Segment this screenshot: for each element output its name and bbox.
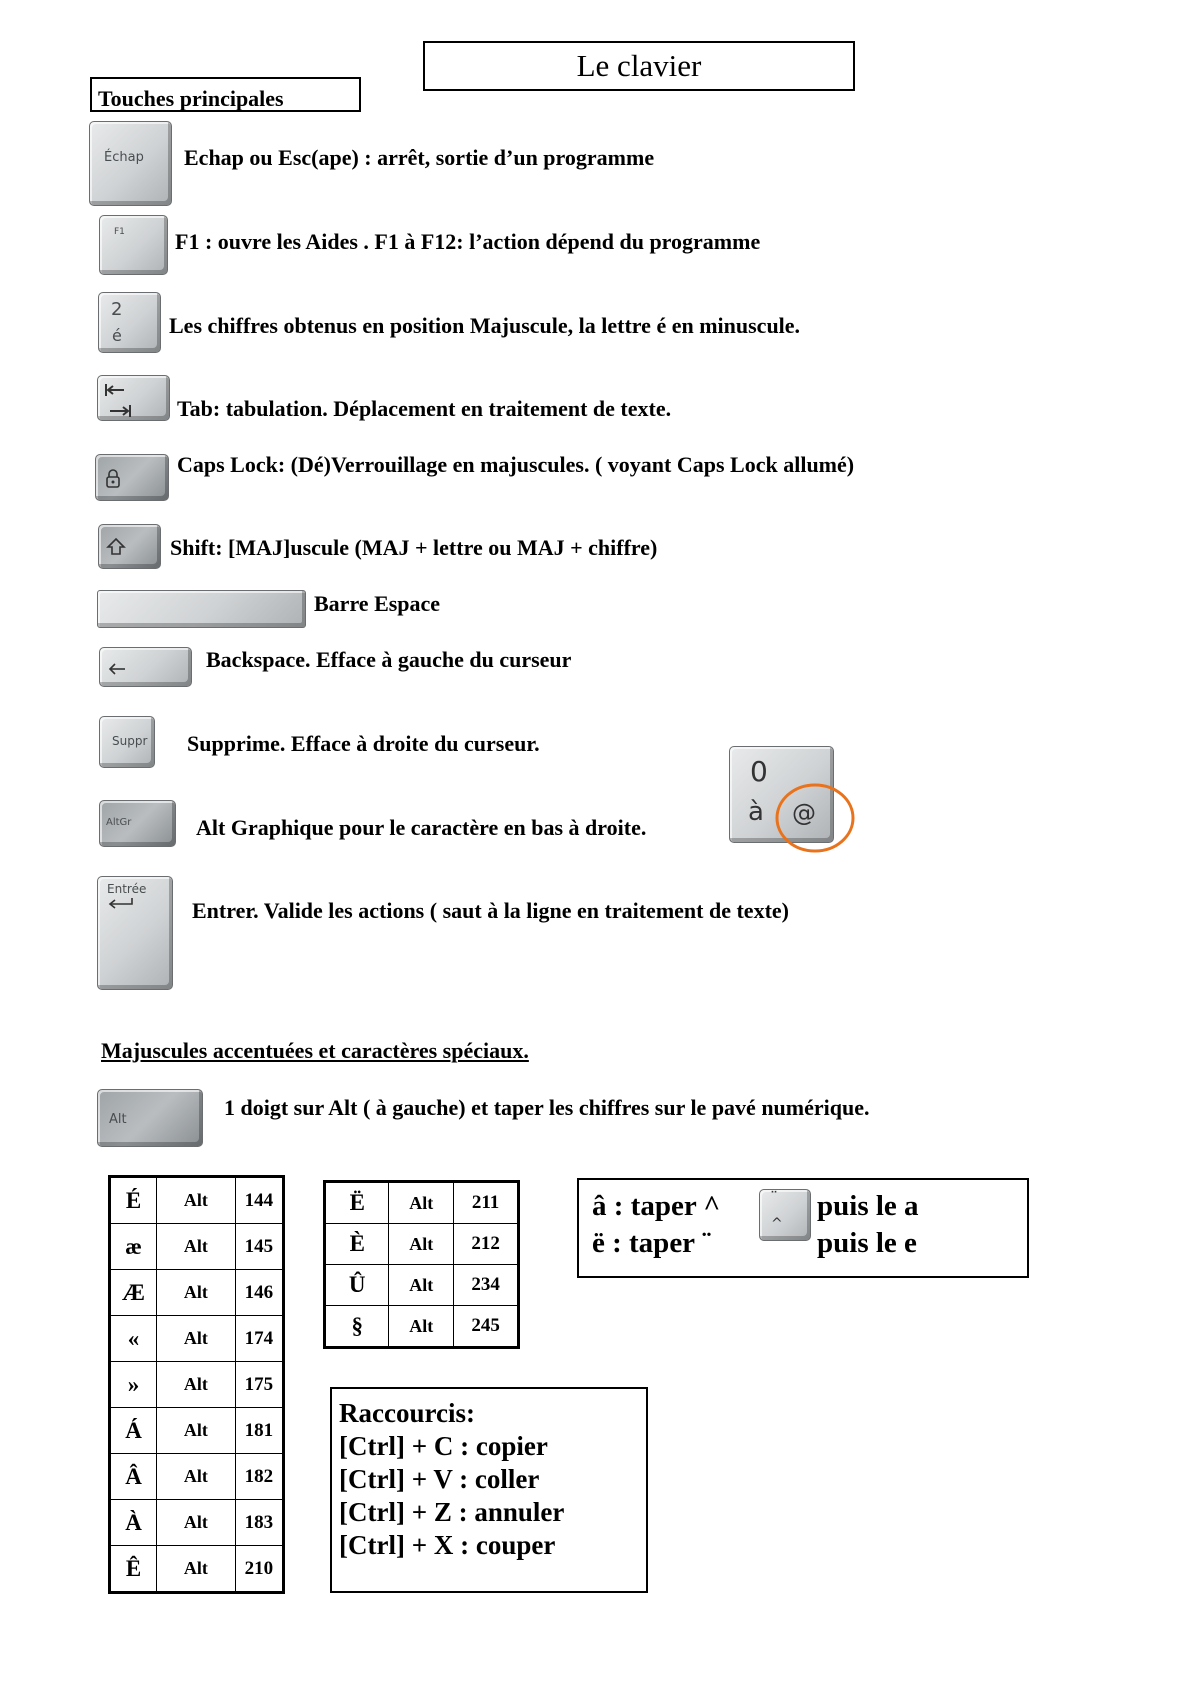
code-cell: 210: [235, 1546, 283, 1593]
char-cell: È: [325, 1224, 389, 1265]
alt-cell: Alt: [157, 1454, 236, 1500]
char-cell: Æ: [110, 1270, 157, 1316]
shift-key-description: Shift: [MAJ]uscule (MAJ + lettre ou MAJ + chiffre): [170, 535, 658, 560]
digit-2-key-bottom-label: é: [112, 326, 122, 345]
at-key-right-label: @: [792, 799, 816, 827]
f1-key-description: F1 : ouvre les Aides . F1 à F12: l’action dépend du programme: [175, 229, 761, 254]
char-cell: Ë: [325, 1182, 389, 1224]
lock-icon: [104, 467, 124, 491]
shortcut-cut: [Ctrl] + X : couper: [339, 1530, 556, 1560]
code-cell: 182: [235, 1454, 283, 1500]
enter-arrow-icon: [106, 897, 136, 911]
shortcut-copy: [Ctrl] + C : copier: [339, 1431, 548, 1461]
caps-lock-key-description: Caps Lock: (Dé)Verrouillage en majuscules. ( voyant Caps Lock allumé): [177, 452, 855, 477]
table-row: [325, 1306, 519, 1348]
char-cell: Ê: [110, 1546, 157, 1593]
char-cell: É: [110, 1177, 157, 1224]
tab-arrows-icon: [102, 380, 142, 420]
dead-key-accent-box: [577, 1178, 1029, 1278]
section-heading-main-keys: Touches principales: [90, 77, 361, 112]
backspace-key-icon: [99, 647, 192, 687]
table-row: [110, 1316, 284, 1362]
alt-cell: Alt: [389, 1224, 454, 1265]
backspace-key-description: Backspace. Efface à gauche du curseur: [206, 647, 572, 672]
escape-key-description: Echap ou Esc(ape) : arrêt, sortie d’un programme: [184, 145, 655, 170]
table-row: [110, 1362, 284, 1408]
table-row: [110, 1177, 284, 1224]
table-row: [110, 1546, 284, 1593]
alt-cell: Alt: [157, 1177, 236, 1224]
shortcuts-box: [330, 1387, 648, 1593]
diaeresis-instruction: ë : taper ¨: [592, 1227, 712, 1259]
table-row: [110, 1454, 284, 1500]
dead-key-circumflex-label: ^: [771, 1216, 783, 1232]
dead-accent-key-icon: [759, 1189, 811, 1241]
code-cell: 245: [454, 1306, 519, 1348]
delete-key-description: Supprime. Efface à droite du curseur.: [187, 731, 540, 756]
section-heading-special-characters: Majuscules accentuées et caractères spéciaux.: [101, 1038, 529, 1063]
shortcuts-title: Raccourcis:: [339, 1398, 475, 1428]
enter-key-description: Entrer. Valide les actions ( saut à la ligne en traitement de texte): [192, 898, 789, 923]
delete-key-icon: [99, 716, 155, 768]
space-bar-description: Barre Espace: [314, 591, 441, 616]
alt-cell: Alt: [157, 1408, 236, 1454]
digit-2-key-top-label: 2: [111, 299, 123, 320]
table-row: [110, 1408, 284, 1454]
digit-2-key-description: Les chiffres obtenus en position Majuscule, la lettre é en minuscule.: [169, 313, 801, 338]
char-cell: À: [110, 1500, 157, 1546]
code-cell: 183: [235, 1500, 283, 1546]
alt-cell: Alt: [157, 1316, 236, 1362]
alt-cell: Alt: [389, 1182, 454, 1224]
enter-key-icon: [97, 876, 173, 990]
altgr-key-label: AltGr: [106, 817, 132, 828]
caps-lock-key-icon: [95, 454, 169, 501]
code-cell: 175: [235, 1362, 283, 1408]
code-cell: 234: [454, 1265, 519, 1306]
alt-key-label: Alt: [109, 1112, 127, 1127]
char-cell: Á: [110, 1408, 157, 1454]
table-row: [110, 1500, 284, 1546]
tab-key-icon: [97, 375, 170, 421]
shortcut-paste: [Ctrl] + V : coller: [339, 1464, 540, 1494]
highlight-circle-icon: [772, 780, 862, 858]
alt-codes-table-2: [323, 1180, 520, 1349]
alt-cell: Alt: [389, 1265, 454, 1306]
alt-cell: Alt: [389, 1306, 454, 1348]
alt-cell: Alt: [157, 1362, 236, 1408]
shift-arrow-icon: [105, 536, 127, 558]
circumflex-then-a: puis le a: [817, 1190, 919, 1222]
char-cell: §: [325, 1306, 389, 1348]
tab-key-description: Tab: tabulation. Déplacement en traitement de texte.: [177, 396, 672, 421]
f1-key-label: F1: [114, 227, 125, 237]
at-key-left-label: à: [748, 797, 764, 827]
table-row: [325, 1265, 519, 1306]
space-bar-icon: [97, 590, 306, 628]
dead-key-diaeresis-label: ¨: [770, 1188, 778, 1207]
altgr-key-description: Alt Graphique pour le caractère en bas à droite.: [196, 815, 647, 840]
table-row: [325, 1182, 519, 1224]
table-row: [325, 1224, 519, 1265]
code-cell: 181: [235, 1408, 283, 1454]
alt-cell: Alt: [157, 1270, 236, 1316]
alt-cell: Alt: [157, 1546, 236, 1593]
char-cell: æ: [110, 1224, 157, 1270]
page-title: Le clavier: [423, 41, 855, 91]
code-cell: 211: [454, 1182, 519, 1224]
code-cell: 174: [235, 1316, 283, 1362]
circumflex-instruction: â : taper ^: [592, 1190, 721, 1222]
escape-key-icon: [89, 121, 172, 206]
f1-key-icon: [99, 215, 168, 275]
digit-2-key-icon: [98, 292, 161, 353]
char-cell: «: [110, 1316, 157, 1362]
escape-key-label: Échap: [104, 150, 144, 165]
altgr-key-icon: [99, 800, 176, 847]
diaeresis-then-e: puis le e: [817, 1227, 917, 1259]
alt-key-description: 1 doigt sur Alt ( à gauche) et taper les chiffres sur le pavé numérique.: [224, 1095, 870, 1120]
code-cell: 144: [235, 1177, 283, 1224]
at-key-top-label: 0: [750, 755, 768, 788]
char-cell: »: [110, 1362, 157, 1408]
code-cell: 146: [235, 1270, 283, 1316]
table-row: [110, 1270, 284, 1316]
char-cell: Â: [110, 1454, 157, 1500]
table-row: [110, 1224, 284, 1270]
char-cell: Û: [325, 1265, 389, 1306]
enter-key-label: Entrée: [107, 882, 147, 896]
shift-key-icon: [98, 524, 161, 569]
alt-cell: Alt: [157, 1224, 236, 1270]
shortcut-undo: [Ctrl] + Z : annuler: [339, 1497, 565, 1527]
alt-codes-table-1: [108, 1175, 285, 1594]
alt-cell: Alt: [157, 1500, 236, 1546]
alt-key-icon: [97, 1089, 203, 1147]
left-arrow-icon: [107, 662, 127, 676]
code-cell: 145: [235, 1224, 283, 1270]
delete-key-label: Suppr: [112, 734, 148, 748]
code-cell: 212: [454, 1224, 519, 1265]
